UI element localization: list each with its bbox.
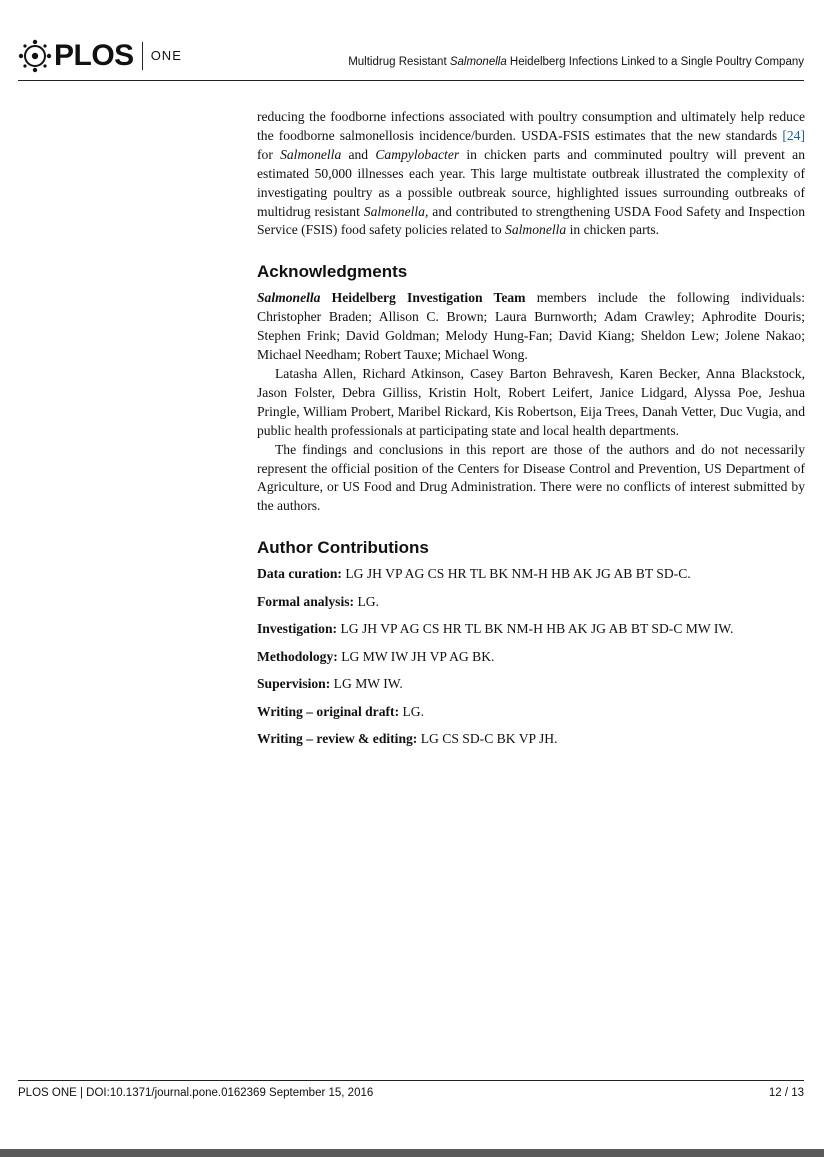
journal-logo xyxy=(18,38,182,74)
intro-paragraph: reducing the foodborne infections associated with poultry consumption and ultimately help reduce the foodborne salmonellosis incidence/burden. USDA-FSIS estimates that the new standards [24] for Salmonella and Campylobacter in chicken parts and comminuted poultry will prevent an estimated 50,000 illnesses each year. This large multistate outbreak illustrated the complexity of investigating poultry as a possible outbreak source, highlighted issues surrounding outbreaks of multidrug resistant Salmonella, and contributed to strengthening USDA Food Safety and Inspection Service (FSIS) food safety policies related to Salmonella in chicken parts. xyxy=(257,109,805,238)
contribution-item: Writing – original draft: LG. xyxy=(257,703,425,719)
contribution-item: Supervision: LG MW IW. xyxy=(257,676,403,692)
page-header xyxy=(18,38,804,81)
contribution-item: Methodology: LG MW IW JH VP AG BK. xyxy=(257,648,495,664)
viewer-bottom-bar xyxy=(0,1149,824,1157)
contribution-item: Investigation: LG JH VP AG CS HR TL BK NM-H HB AK JG AB BT SD-C MW IW. xyxy=(257,621,734,637)
acknowledgments-paragraph-1: Salmonella Heidelberg Investigation Team members include the following individuals: Christopher Braden; Allison C. Brown; Laura Burnworth; Adam Crawley; Aphrodite Douris; Stephen Frink; David Goldman; Melody Hung-Fan; David Kiang; Sheldon Lew; Jolene Nakao; Michael Needham; Robert Tauxe; Michael Wong. xyxy=(257,290,805,363)
page-footer xyxy=(18,1080,804,1099)
page-number: 12 / 13 xyxy=(768,1087,804,1099)
reference-link[interactable]: [24] xyxy=(782,127,805,143)
author-contributions-list xyxy=(257,565,805,748)
author-contributions-heading: Author Contributions xyxy=(257,538,429,558)
footer-citation: PLOS ONE | DOI:10.1371/journal.pone.0162369 September 15, 2016 xyxy=(18,1087,374,1099)
logo-divider xyxy=(142,42,143,70)
acknowledgments-paragraph-3: The findings and conclusions in this report are those of the authors and do not necessarily represent the official position of the Centers for Disease Control and Prevention, US Department of Agriculture, or US Food and Drug Administration. There were no conflicts of interest submitted by the authors. xyxy=(257,441,805,514)
running-title: Multidrug Resistant Salmonella Heidelberg Infections Linked to a Single Poultry Company xyxy=(348,56,804,68)
logo-subtitle: ONE xyxy=(150,48,182,63)
contribution-item: Formal analysis: LG. xyxy=(257,593,379,609)
acknowledgments-heading: Acknowledgments xyxy=(257,262,408,282)
logo-wordmark: PLOS xyxy=(54,39,134,72)
plos-logo-icon xyxy=(18,39,52,73)
acknowledgments-paragraph-2: Latasha Allen, Richard Atkinson, Casey Barton Behravesh, Karen Becker, Anna Blackstock, Jason Folster, Debra Gilliss, Kristin Holt, Robert Leifert, Janice Lidgard, Alyssa Poe, Jeshua Pringle, William Probert, Maribel Rickard, Kis Robertson, Eija Trees, Danah Vetter, Duc Vugia, and public health professionals at participating state and local health departments. xyxy=(257,365,805,438)
contribution-item: Writing – review & editing: LG CS SD-C BK VP JH. xyxy=(257,731,558,747)
article-body xyxy=(257,108,805,758)
contribution-item: Data curation: LG JH VP AG CS HR TL BK NM-H HB AK JG AB BT SD-C. xyxy=(257,566,691,582)
